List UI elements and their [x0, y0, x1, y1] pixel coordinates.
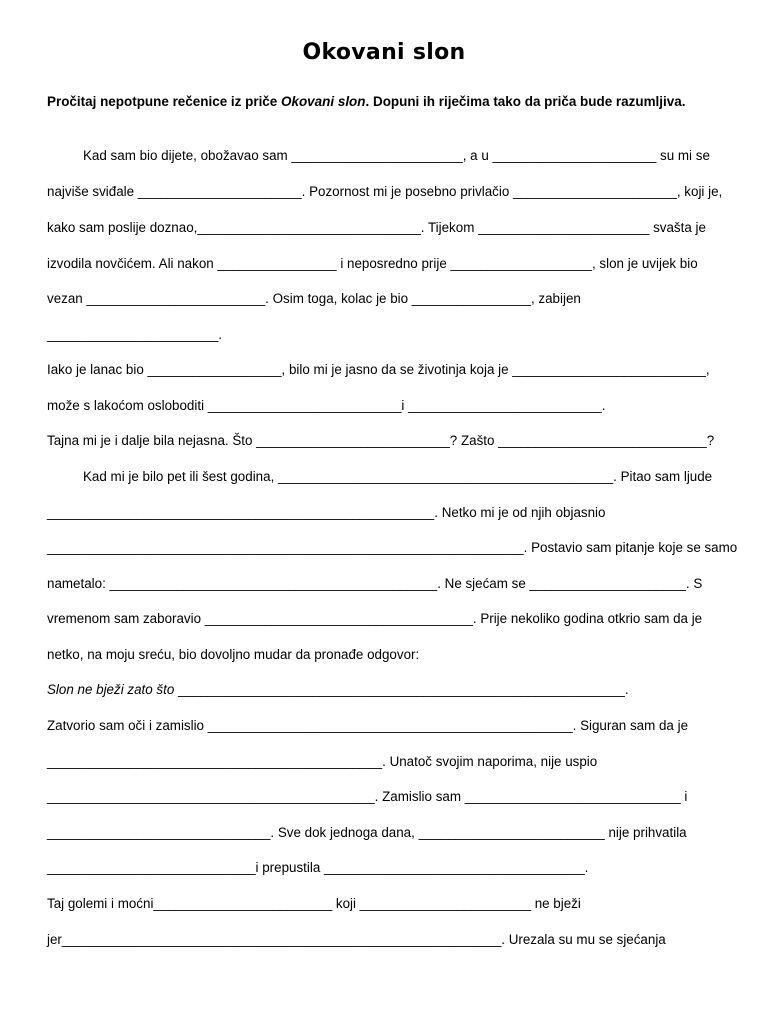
page-title: Okovani slon: [302, 40, 466, 65]
story-line-3: kako sam poslije doznao,______________________________. Tijekom _______________________ svašta je: [47, 220, 706, 235]
story-line-9: Tajna mi je i dalje bila nejasna. Što __________________________? Zašto ____________________________?: [47, 433, 715, 448]
instruction-story-title: Okovani slon: [281, 94, 366, 109]
story-line-1: Kad sam bio dijete, obožavao sam _______________________, a u ______________________ su mi se: [83, 148, 710, 163]
story-line-14: vremenom sam zaboravio ____________________________________. Prije nekoliko godina otkrio sam da je: [47, 611, 703, 626]
story-line-4: izvodila novčićem. Ali nakon ________________ i neposredno prije ___________________, slon je uvijek bio: [47, 256, 698, 271]
story-line-6: _______________________.: [47, 327, 223, 342]
story-line-11: ____________________________________________________. Netko mi je od njih objasnio: [47, 505, 606, 520]
story-line-7: Iako je lanac bio __________________, bilo mi je jasno da se životinja koja je __________________________,: [47, 362, 710, 377]
story-line-15: netko, na moju sreću, bio dovoljno mudar da pronađe odgovor:: [47, 647, 420, 662]
story-line-2: najviše sviđale ______________________. Pozornost mi je posebno privlačio ______________________, koji je,: [47, 184, 723, 199]
story-line-19: ____________________________________________. Zamislio sam _____________________________ i: [47, 789, 688, 804]
instruction-after: . Dopuni ih riječima tako da priča bude razumljiva.: [365, 94, 686, 109]
story-line-5: vezan ________________________. Osim toga, kolac je bio ________________, zabijen: [47, 291, 581, 306]
story-line-16: [47, 682, 629, 697]
story-line-13: nametalo: ____________________________________________. Ne sjećam se _____________________. S: [47, 576, 703, 591]
italic-sentence-blank: ____________________________________________________________.: [174, 682, 629, 697]
story-line-12: ________________________________________________________________. Postavio sam pitanje koje se samo: [47, 540, 738, 555]
story-line-17: Zatvorio sam oči i zamislio _________________________________________________. Siguran sam da je: [47, 718, 689, 733]
italic-sentence-lead: Slon ne bježi zato što: [47, 682, 175, 697]
story-line-18: _____________________________________________. Unatoč svojim naporima, nije uspio: [47, 754, 598, 769]
story-line-8: može s lakoćom osloboditi __________________________i __________________________.: [47, 398, 606, 413]
story-line-23: jer___________________________________________________________. Urezala su mu se sjećanja: [47, 932, 666, 947]
instruction-text: [47, 94, 747, 109]
story-line-21: ____________________________i prepustila ___________________________________.: [47, 860, 589, 875]
story-line-20: ______________________________. Sve dok jednoga dana, _________________________ nije prihvatila: [47, 825, 687, 840]
story-line-22: Taj golemi i moćni________________________ koji _______________________ ne bježi: [47, 896, 581, 911]
story-line-10: Kad mi je bilo pet ili šest godina, _____________________________________________. Pitao sam ljude: [83, 469, 713, 484]
instruction-before: Pročitaj nepotpune rečenice iz priče: [47, 94, 282, 109]
